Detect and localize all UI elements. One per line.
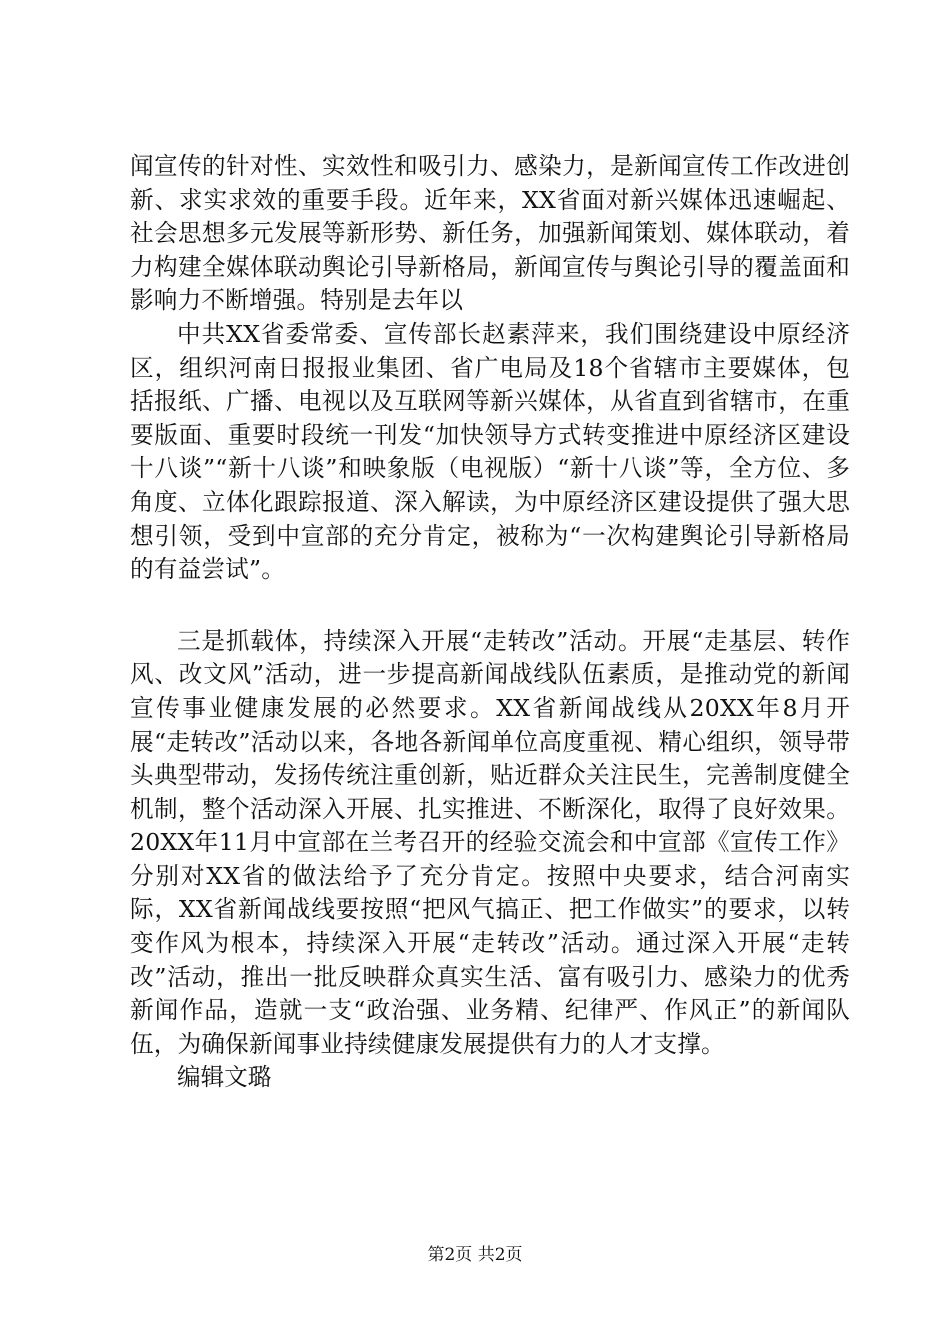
paragraph-continuation: 闻宣传的针对性、实效性和吸引力、感染力，是新闻宣传工作改进创新、求实求效的重要手段。近年来，XX省面对新兴媒体迅速崛起、社会思想多元发展等新形势、新任务，加强新闻策划、媒体联动，着力构建全媒体联动舆论引导新格局，新闻宣传与舆论引导的覆盖面和影响力不断增强。特别是去年以	[130, 152, 850, 315]
paragraph-eighteen-talks: 中共XX省委常委、宣传部长赵素萍来，我们围绕建设中原经济区，组织河南日报报业集团、省广电局及18个省辖市主要媒体，包括报纸、广播、电视以及互联网等新兴媒体，从省直到省辖市，在重要版面、重要时段统一刊发“加快领导方式转变推进中原经济区建设十八谈”“新十八谈”和映象版（电视版）“新十八谈”等，全方位、多角度、立体化跟踪报道、深入解读，为中原经济区建设提供了强大思想引领，受到中宣部的充分肯定，被称为“一次构建舆论引导新格局的有益尝试”。	[130, 319, 850, 584]
page-number-footer: 第2页 共2页	[427, 1245, 523, 1265]
editor-signature: 编辑文璐	[177, 1063, 272, 1092]
paragraph-zou-zhuan-gai: 三是抓载体，持续深入开展“走转改”活动。开展“走基层、转作风、改文风”活动，进一步提高新闻战线队伍素质，是推动党的新闻宣传事业健康发展的必然要求。XX省新闻战线从20XX年8月开展“走转改”活动以来，各地各新闻单位高度重视、精心组织，领导带头典型带动，发扬传统注重创新，贴近群众关注民生，完善制度健全机制，整个活动深入开展、扎实推进、不断深化，取得了良好效果。20XX年11月中宣部在兰考召开的经验交流会和中宣部《宣传工作》分别对XX省的做法给予了充分肯定。按照中央要求，结合河南实际，XX省新闻战线要按照“把风气搞正、把工作做实”的要求，以转变作风为根本，持续深入开展“走转改”活动。通过深入开展“走转改”活动，推出一批反映群众真实生活、富有吸引力、感染力的优秀新闻作品，造就一支“政治强、业务精、纪律严、作风正”的新闻队伍，为确保新闻事业持续健康发展提供有力的人才支撑。	[130, 626, 850, 1058]
paragraph-spacer	[130, 587, 850, 625]
document-body	[130, 150, 850, 1095]
